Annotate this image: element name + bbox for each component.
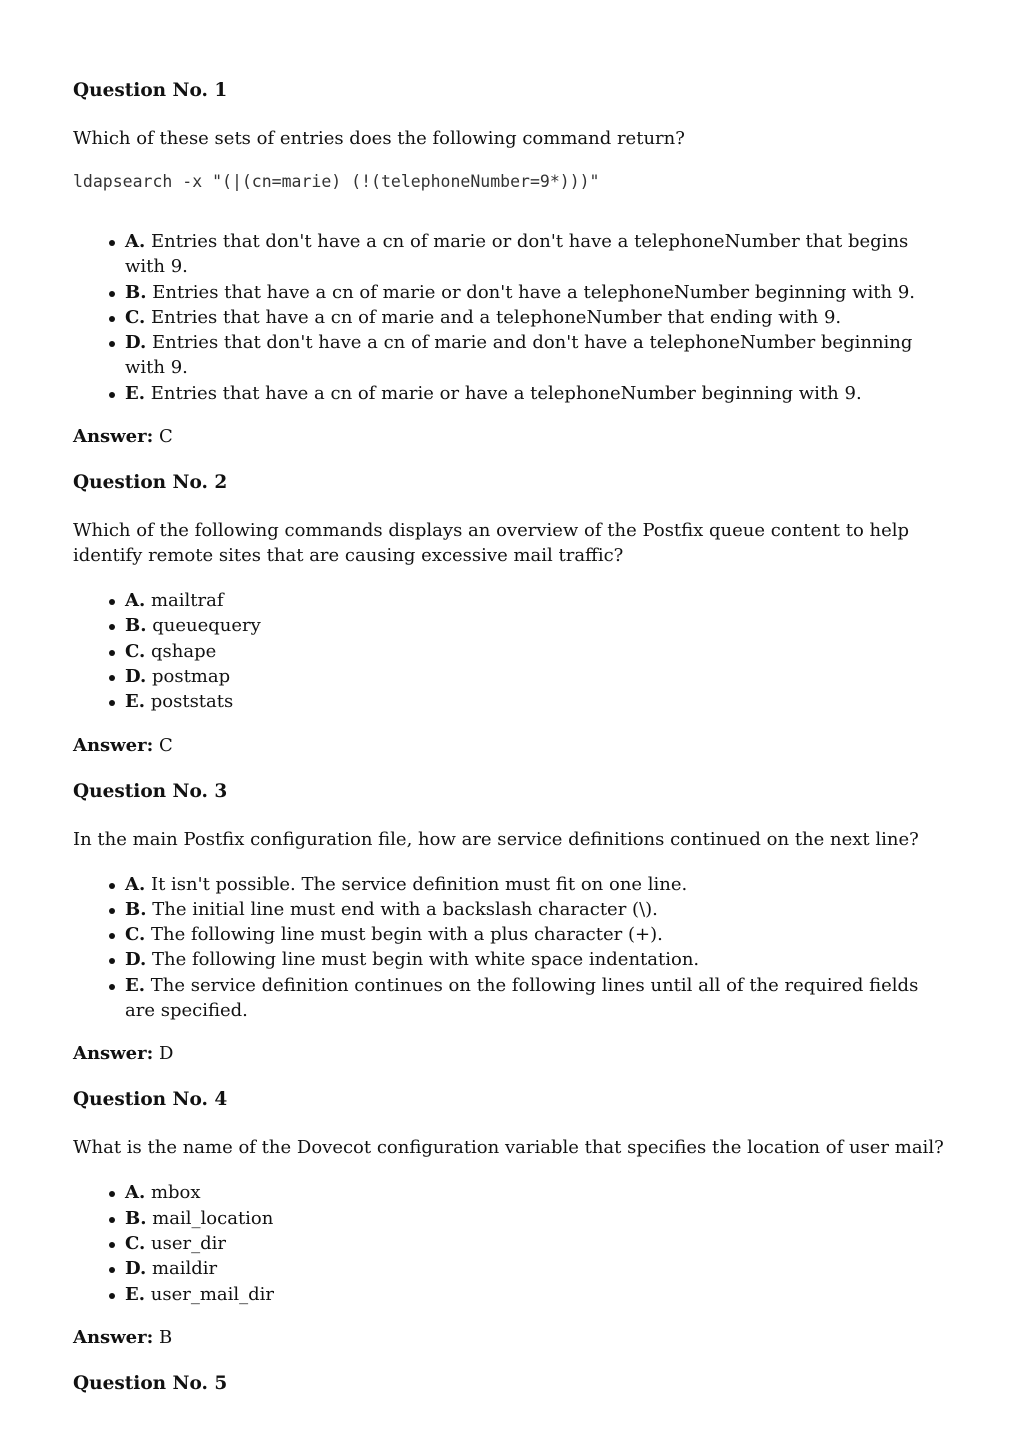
option-e [73, 381, 953, 406]
option-letter: B. [125, 281, 147, 303]
options-list [73, 872, 953, 1024]
option-letter: E. [125, 691, 145, 713]
bullet-icon [109, 958, 115, 964]
option-letter: B. [125, 615, 147, 637]
bullet-icon [109, 1191, 115, 1197]
option-text: Entries that have a cn of marie or don't have a telephoneNumber beginning with 9. [152, 281, 916, 303]
answer-value: B [159, 1326, 173, 1348]
question-text: Which of the following commands displays an overview of the Postfix queue content to help identify remote sites that are causing excessive mail traffic? [73, 520, 910, 567]
answer-value: C [159, 734, 173, 756]
option-letter: D. [125, 665, 147, 687]
option-text: mailtraf [150, 590, 224, 612]
question-text: What is the name of the Dovecot configuration variable that specifies the location of user mail? [73, 1137, 944, 1159]
option-text: user_dir [151, 1232, 226, 1254]
question-text: In the main Postfix configuration file, how are service definitions continued on the next line? [73, 828, 919, 850]
question-heading: Question No. 4 [73, 1089, 228, 1111]
answer-label: Answer: [73, 426, 154, 448]
option-text: The following line must begin with white space indentation. [151, 949, 700, 971]
option-c [73, 922, 953, 947]
bullet-icon [109, 908, 115, 914]
option-letter: C. [125, 1232, 146, 1254]
option-text: postmap [151, 665, 231, 687]
question-3 [73, 781, 953, 1066]
question-text: Which of these sets of entries does the following command return? [73, 128, 685, 149]
option-e [73, 973, 953, 1024]
question-heading: Question No. 5 [73, 1372, 228, 1394]
question-1 [73, 80, 953, 448]
option-letter: E. [125, 974, 145, 996]
option-text: The service definition continues on the following lines until all of the required fields are specified. [125, 974, 919, 1022]
option-text: maildir [151, 1258, 218, 1280]
answer-value: D [159, 1043, 174, 1065]
option-d [73, 664, 953, 689]
document-page [73, 80, 953, 1419]
question-heading: Question No. 3 [73, 780, 228, 802]
bullet-icon [109, 240, 115, 246]
answer-line [73, 1327, 953, 1349]
option-b [73, 280, 953, 305]
option-letter: D. [125, 332, 147, 354]
option-letter: A. [125, 873, 146, 895]
option-text: poststats [150, 691, 234, 713]
bullet-icon [109, 1242, 115, 1248]
question-2 [73, 472, 953, 756]
option-letter: A. [125, 1182, 146, 1204]
option-c [73, 639, 953, 664]
option-text: The initial line must end with a backslash character (\). [152, 898, 658, 920]
option-text: mbox [150, 1182, 201, 1204]
bullet-icon [109, 984, 115, 990]
option-b [73, 897, 953, 922]
option-letter: B. [125, 1207, 147, 1229]
option-a [73, 588, 953, 613]
option-a [73, 229, 953, 280]
bullet-icon [109, 624, 115, 630]
option-c [73, 305, 953, 330]
option-letter: A. [125, 590, 146, 612]
question-heading: Question No. 2 [73, 472, 228, 494]
option-text: qshape [151, 640, 217, 662]
option-text: Entries that have a cn of marie or have a telephoneNumber beginning with 9. [150, 382, 862, 404]
option-letter: B. [125, 898, 147, 920]
bullet-icon [109, 1293, 115, 1299]
option-text: Entries that don't have a cn of marie or don't have a telephoneNumber that begins with 9. [125, 231, 909, 278]
answer-label: Answer: [73, 734, 154, 756]
answer-line [73, 1043, 953, 1065]
option-letter: C. [125, 306, 146, 328]
option-text: It isn't possible. The service definition must fit on one line. [150, 873, 688, 895]
options-list [73, 588, 953, 714]
option-b [73, 613, 953, 638]
option-letter: C. [125, 924, 146, 946]
option-e [73, 1282, 953, 1307]
option-a [73, 872, 953, 897]
option-letter: A. [125, 231, 146, 252]
bullet-icon [109, 675, 115, 681]
bullet-icon [109, 933, 115, 939]
option-text: user_mail_dir [150, 1283, 275, 1305]
option-text: Entries that don't have a cn of marie and don't have a telephoneNumber beginning with 9. [125, 332, 913, 379]
option-letter: E. [125, 382, 145, 404]
option-a [73, 1180, 953, 1205]
question-heading: Question No. 1 [73, 80, 228, 101]
option-letter: E. [125, 1283, 145, 1305]
answer-line [73, 426, 953, 448]
bullet-icon [109, 1267, 115, 1273]
bullet-icon [109, 883, 115, 889]
option-text: Entries that have a cn of marie and a telephoneNumber that ending with 9. [151, 306, 842, 328]
bullet-icon [109, 1217, 115, 1223]
bullet-icon [109, 392, 115, 398]
option-text: queuequery [152, 615, 261, 637]
option-b [73, 1206, 953, 1231]
option-letter: C. [125, 640, 146, 662]
bullet-icon [109, 650, 115, 656]
option-c [73, 1231, 953, 1256]
question-5 [73, 1373, 953, 1395]
options-list [73, 229, 953, 406]
answer-label: Answer: [73, 1326, 154, 1348]
bullet-icon [109, 599, 115, 605]
answer-line [73, 735, 953, 757]
option-d [73, 330, 953, 381]
option-text: The following line must begin with a plus character (+). [151, 924, 663, 946]
option-letter: D. [125, 949, 147, 971]
option-d [73, 947, 953, 972]
question-4 [73, 1089, 953, 1348]
answer-value: C [159, 426, 173, 448]
option-letter: D. [125, 1258, 147, 1280]
answer-label: Answer: [73, 1043, 154, 1065]
option-e [73, 689, 953, 714]
bullet-icon [109, 316, 115, 322]
options-list [73, 1180, 953, 1306]
bullet-icon [109, 341, 115, 347]
command-code: ldapsearch -x "(|(cn=marie) (!(telephoneNumber=9*)))" [73, 172, 600, 191]
bullet-icon [109, 700, 115, 706]
option-d [73, 1256, 953, 1281]
bullet-icon [109, 291, 115, 297]
option-text: mail_location [152, 1207, 274, 1229]
